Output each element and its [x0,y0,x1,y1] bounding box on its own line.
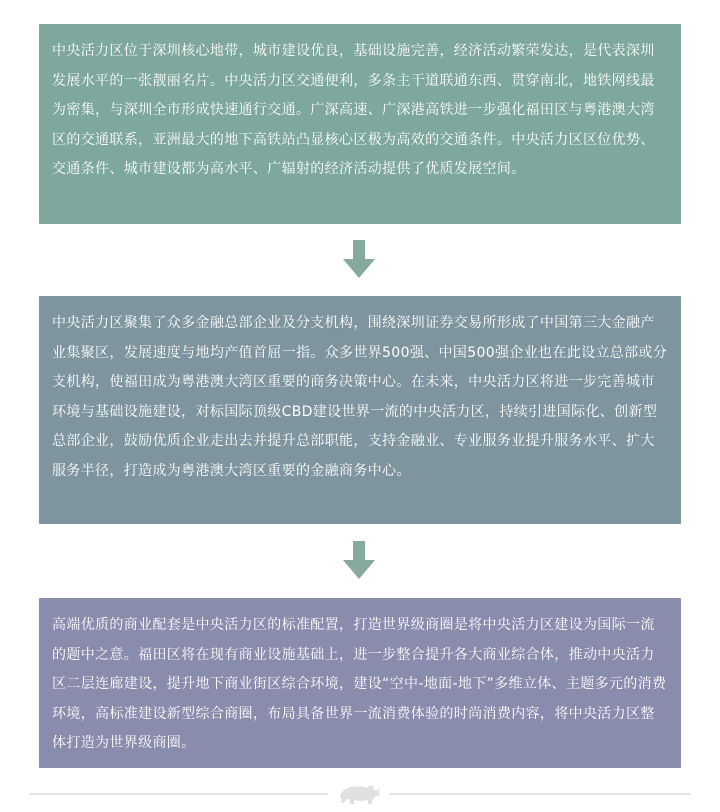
text-panel-commerce: 高端优质的商业配套是中央活力区的标准配置，打造世界级商圈是将中央活力区建设为国际一流的题中之意。福田区将在现有商业设施基础上，进一步整合提升各大商业综合体，推动中央活力区二层连廊建设，提升地下商业街区综合环境，建设“空中-地面-地下”多维立体、主题多元的消费环境，高标准建设新型综合商圈，布局具备世界一流消费体验的时尚消费内容，将中央活力区整体打造为世界级商圈。 [39,598,681,768]
text-panel-finance: 中央活力区聚集了众多金融总部企业及分支机构，围绕深圳证券交易所形成了中国第三大金融产业集聚区，发展速度与地均产值首屈一指。众多世界500强、中国500强企业也在此设立总部或分支机构，使福田成为粤港澳大湾区重要的商务决策中心。在未来，中央活力区将进一步完善城市环境与基础设施建设，对标国际顶级CBD建设世界一流的中央活力区，持续引进国际化、创新型总部企业，鼓励优质企业走出去并提升总部职能，支持金融业、专业服务业提升服务水平、扩大服务半径，打造成为粤港澳大湾区重要的金融商务中心。 [39,296,681,524]
arrow-down-icon [343,541,375,581]
rhino-icon [336,782,382,806]
arrow-down-icon [343,240,375,280]
footer-divider-right [390,793,690,795]
text-panel-location: 中央活力区位于深圳核心地带，城市建设优良，基础设施完善，经济活动繁荣发达，是代表深圳发展水平的一张靓丽名片。中央活力区交通便利，多条主干道联通东西、贯穿南北，地铁网线最为密集，与深圳全市形成快速通行交通。广深高速、广深港高铁进一步强化福田区与粤港澳大湾区的交通联系，亚洲最大的地下高铁站凸显核心区极为高效的交通条件。中央活力区区位优势、交通条件、城市建设都为高水平、广辐射的经济活动提供了优质发展空间。 [39,24,681,224]
footer-divider-left [30,793,328,795]
